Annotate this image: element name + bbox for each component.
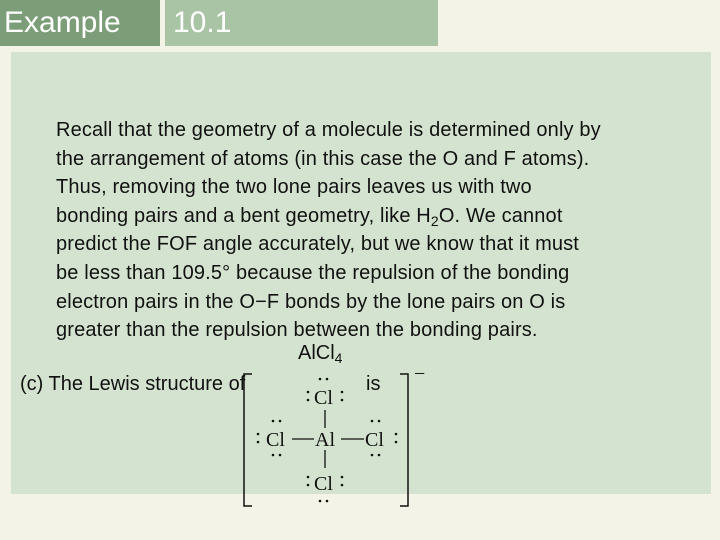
paragraph-line: Recall that the geometry of a molecule is determined only by bbox=[56, 119, 601, 141]
lone-pair-dot bbox=[341, 391, 344, 394]
water-suffix: O. We cannot bbox=[438, 204, 563, 227]
explanation-paragraph bbox=[56, 116, 706, 345]
left-bracket bbox=[244, 374, 252, 506]
water-prefix: bonding pairs and a bent geometry, like H bbox=[56, 204, 431, 227]
lone-pair-dot bbox=[371, 454, 374, 457]
lone-pair-dot bbox=[326, 500, 329, 503]
lone-pair-dot bbox=[272, 454, 275, 457]
lone-pair-dot bbox=[279, 420, 282, 423]
example-label: Example bbox=[0, 0, 160, 46]
paragraph-line: greater than the repulsion between the bonding pairs. bbox=[56, 319, 538, 342]
paragraph-line: predict the FOF angle accurately, but we know that it must bbox=[56, 233, 580, 256]
lone-pair-dot bbox=[341, 399, 344, 402]
right-bracket bbox=[400, 374, 408, 506]
lone-pair-dot bbox=[307, 484, 310, 487]
paragraph-line: Thus, removing the two lone pairs leaves us with two bbox=[56, 176, 532, 199]
formula-main: AlCl bbox=[298, 342, 335, 364]
paragraph-line: electron pairs in the O−F bonds by the lone pairs on O is bbox=[56, 290, 566, 313]
lone-pair-dot bbox=[371, 420, 374, 423]
left-cl-atom: Cl bbox=[266, 429, 285, 451]
formula-subscript: 4 bbox=[334, 350, 343, 366]
lone-pair-dot bbox=[319, 378, 322, 381]
lone-pair-dot bbox=[395, 433, 398, 436]
lone-pair-dot bbox=[378, 454, 381, 457]
lone-pair-dot bbox=[257, 433, 260, 436]
paragraph-line: be less than 109.5° because the repulsion of the bonding bbox=[56, 261, 570, 284]
title-bar bbox=[0, 0, 720, 46]
lone-pair-dot bbox=[326, 378, 329, 381]
lone-pair-dot bbox=[307, 399, 310, 402]
lone-pair-dot bbox=[307, 476, 310, 479]
water-subscript: 2 bbox=[430, 212, 439, 229]
center-al-atom: Al bbox=[315, 429, 335, 451]
lone-pair-dot bbox=[378, 420, 381, 423]
part-c-intro: (c) The Lewis structure of bbox=[20, 373, 246, 395]
paragraph-line-water bbox=[56, 202, 706, 231]
lone-pair-dot bbox=[341, 484, 344, 487]
lone-pair-dot bbox=[341, 476, 344, 479]
top-cl-atom: Cl bbox=[314, 387, 333, 409]
bottom-cl-atom: Cl bbox=[314, 473, 333, 495]
lone-pair-dot bbox=[319, 500, 322, 503]
lewis-structure-diagram bbox=[236, 364, 436, 514]
lone-pair-dot bbox=[279, 454, 282, 457]
lone-pair-dot bbox=[272, 420, 275, 423]
example-number: 10.1 bbox=[165, 0, 438, 46]
lone-pair-dot bbox=[307, 391, 310, 394]
alcl4-formula bbox=[298, 342, 342, 365]
paragraph-line: the arrangement of atoms (in this case the O and F atoms). bbox=[56, 147, 590, 170]
lone-pair-dot bbox=[257, 441, 260, 444]
right-cl-atom: Cl bbox=[365, 429, 384, 451]
part-c-is: is bbox=[366, 373, 381, 395]
lone-pair-dot bbox=[395, 441, 398, 444]
charge-label: − bbox=[414, 364, 426, 385]
